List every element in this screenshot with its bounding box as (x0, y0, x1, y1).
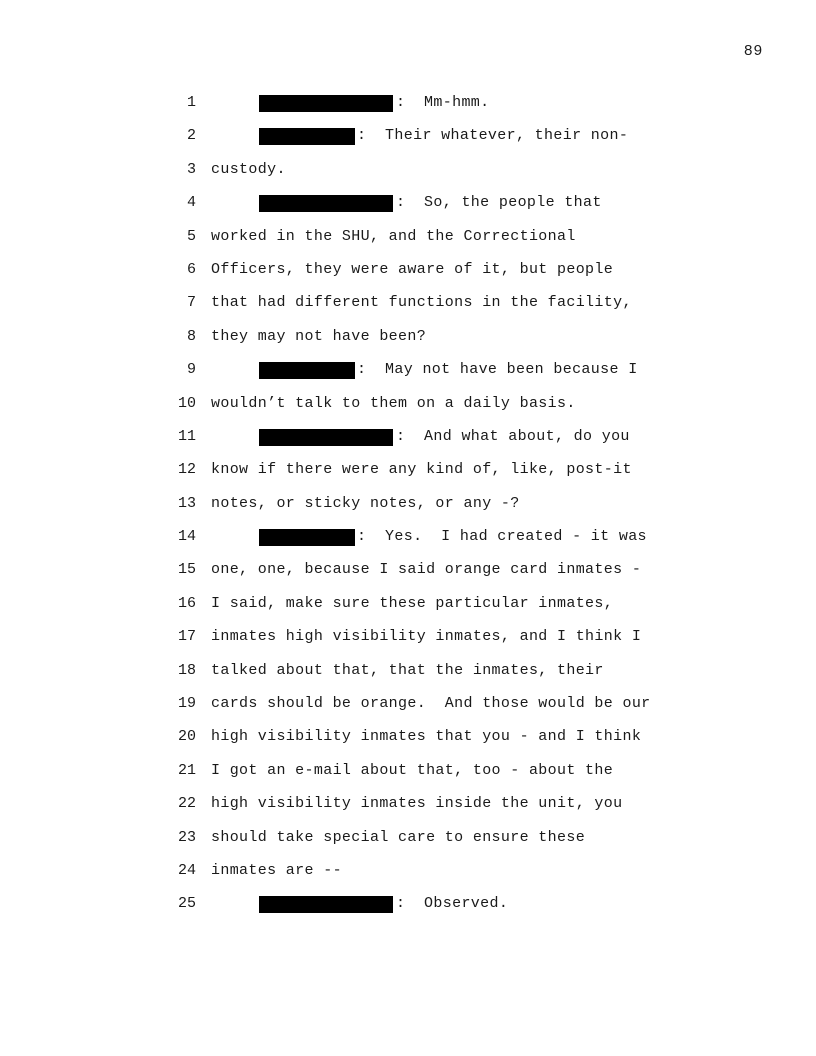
line-text: custody. (211, 160, 286, 178)
redacted-speaker-name (259, 896, 393, 913)
line-number: 13 (177, 494, 196, 512)
transcript-line (0, 160, 816, 193)
line-number: 23 (177, 828, 196, 846)
transcript-line (0, 494, 816, 527)
speaker-text: : Their whatever, their non- (357, 127, 629, 145)
line-number: 11 (177, 427, 196, 445)
line-text: they may not have been? (211, 327, 427, 345)
line-text: talked about that, that the inmates, their (211, 661, 604, 679)
line-number: 2 (186, 127, 196, 145)
line-text: worked in the SHU, and the Correctional (211, 227, 576, 245)
line-text: inmates are -- (211, 861, 342, 879)
line-text: inmates high visibility inmates, and I think I (211, 628, 642, 646)
redacted-speaker-name (259, 529, 355, 546)
speaker-text: : So, the people that (396, 194, 602, 212)
line-number: 14 (177, 528, 196, 546)
transcript-line (0, 560, 816, 593)
transcript-line (0, 126, 816, 159)
line-text: I said, make sure these particular inmates, (211, 594, 614, 612)
transcript-line (0, 293, 816, 326)
line-number: 24 (177, 861, 196, 879)
line-text: know if there were any kind of, like, post-it (211, 461, 632, 479)
transcript-line (0, 594, 816, 627)
line-text: one, one, because I said orange card inmates - (211, 561, 642, 579)
line-number: 9 (186, 361, 196, 379)
transcript-line (0, 894, 816, 927)
transcript-line (0, 861, 816, 894)
line-number: 12 (177, 461, 196, 479)
transcript-line (0, 794, 816, 827)
line-number: 16 (177, 594, 196, 612)
line-number: 1 (186, 94, 196, 111)
page-number: 89 (743, 43, 763, 60)
line-number: 4 (186, 194, 196, 212)
line-number: 8 (186, 327, 196, 345)
transcript-body (0, 93, 816, 928)
line-number: 17 (177, 628, 196, 646)
line-number: 10 (177, 394, 196, 412)
transcript-line (0, 627, 816, 660)
line-text: should take special care to ensure these (211, 828, 586, 846)
line-text: that had different functions in the facility, (211, 294, 632, 312)
transcript-line (0, 427, 816, 460)
speaker-text: : Mm-hmm. (396, 94, 490, 111)
line-text: cards should be orange. And those would be our (211, 695, 651, 713)
redacted-speaker-name (259, 128, 355, 145)
transcript-line (0, 527, 816, 560)
line-number: 15 (177, 561, 196, 579)
line-number: 22 (177, 795, 196, 813)
line-text: I got an e-mail about that, too - about the (211, 761, 614, 779)
line-number: 21 (177, 761, 196, 779)
line-number: 25 (177, 895, 196, 913)
redacted-speaker-name (259, 429, 393, 446)
line-number: 19 (177, 695, 196, 713)
line-text: high visibility inmates inside the unit, you (211, 795, 623, 813)
line-number: 3 (186, 160, 196, 178)
speaker-text: : Yes. I had created - it was (357, 528, 647, 546)
transcript-line (0, 828, 816, 861)
line-text: notes, or sticky notes, or any -? (211, 494, 520, 512)
speaker-text: : May not have been because I (357, 361, 638, 379)
transcript-line (0, 327, 816, 360)
transcript-line (0, 661, 816, 694)
transcript-line (0, 727, 816, 760)
speaker-text: : Observed. (396, 895, 509, 913)
transcript-line (0, 761, 816, 794)
line-number: 20 (177, 728, 196, 746)
redacted-speaker-name (259, 195, 393, 212)
transcript-line (0, 360, 816, 393)
redacted-speaker-name (259, 95, 393, 112)
transcript-line (0, 260, 816, 293)
transcript-line (0, 227, 816, 260)
speaker-text: : And what about, do you (396, 427, 630, 445)
transcript-line (0, 460, 816, 493)
line-number: 18 (177, 661, 196, 679)
line-text: high visibility inmates that you - and I think (211, 728, 642, 746)
redacted-speaker-name (259, 362, 355, 379)
transcript-line (0, 694, 816, 727)
transcript-line (0, 93, 816, 126)
transcript-line (0, 193, 816, 226)
line-text: Officers, they were aware of it, but people (211, 260, 614, 278)
line-number: 6 (186, 260, 196, 278)
line-number: 5 (186, 227, 196, 245)
transcript-line (0, 394, 816, 427)
line-number: 7 (186, 294, 196, 312)
line-text: wouldn’t talk to them on a daily basis. (211, 394, 576, 412)
